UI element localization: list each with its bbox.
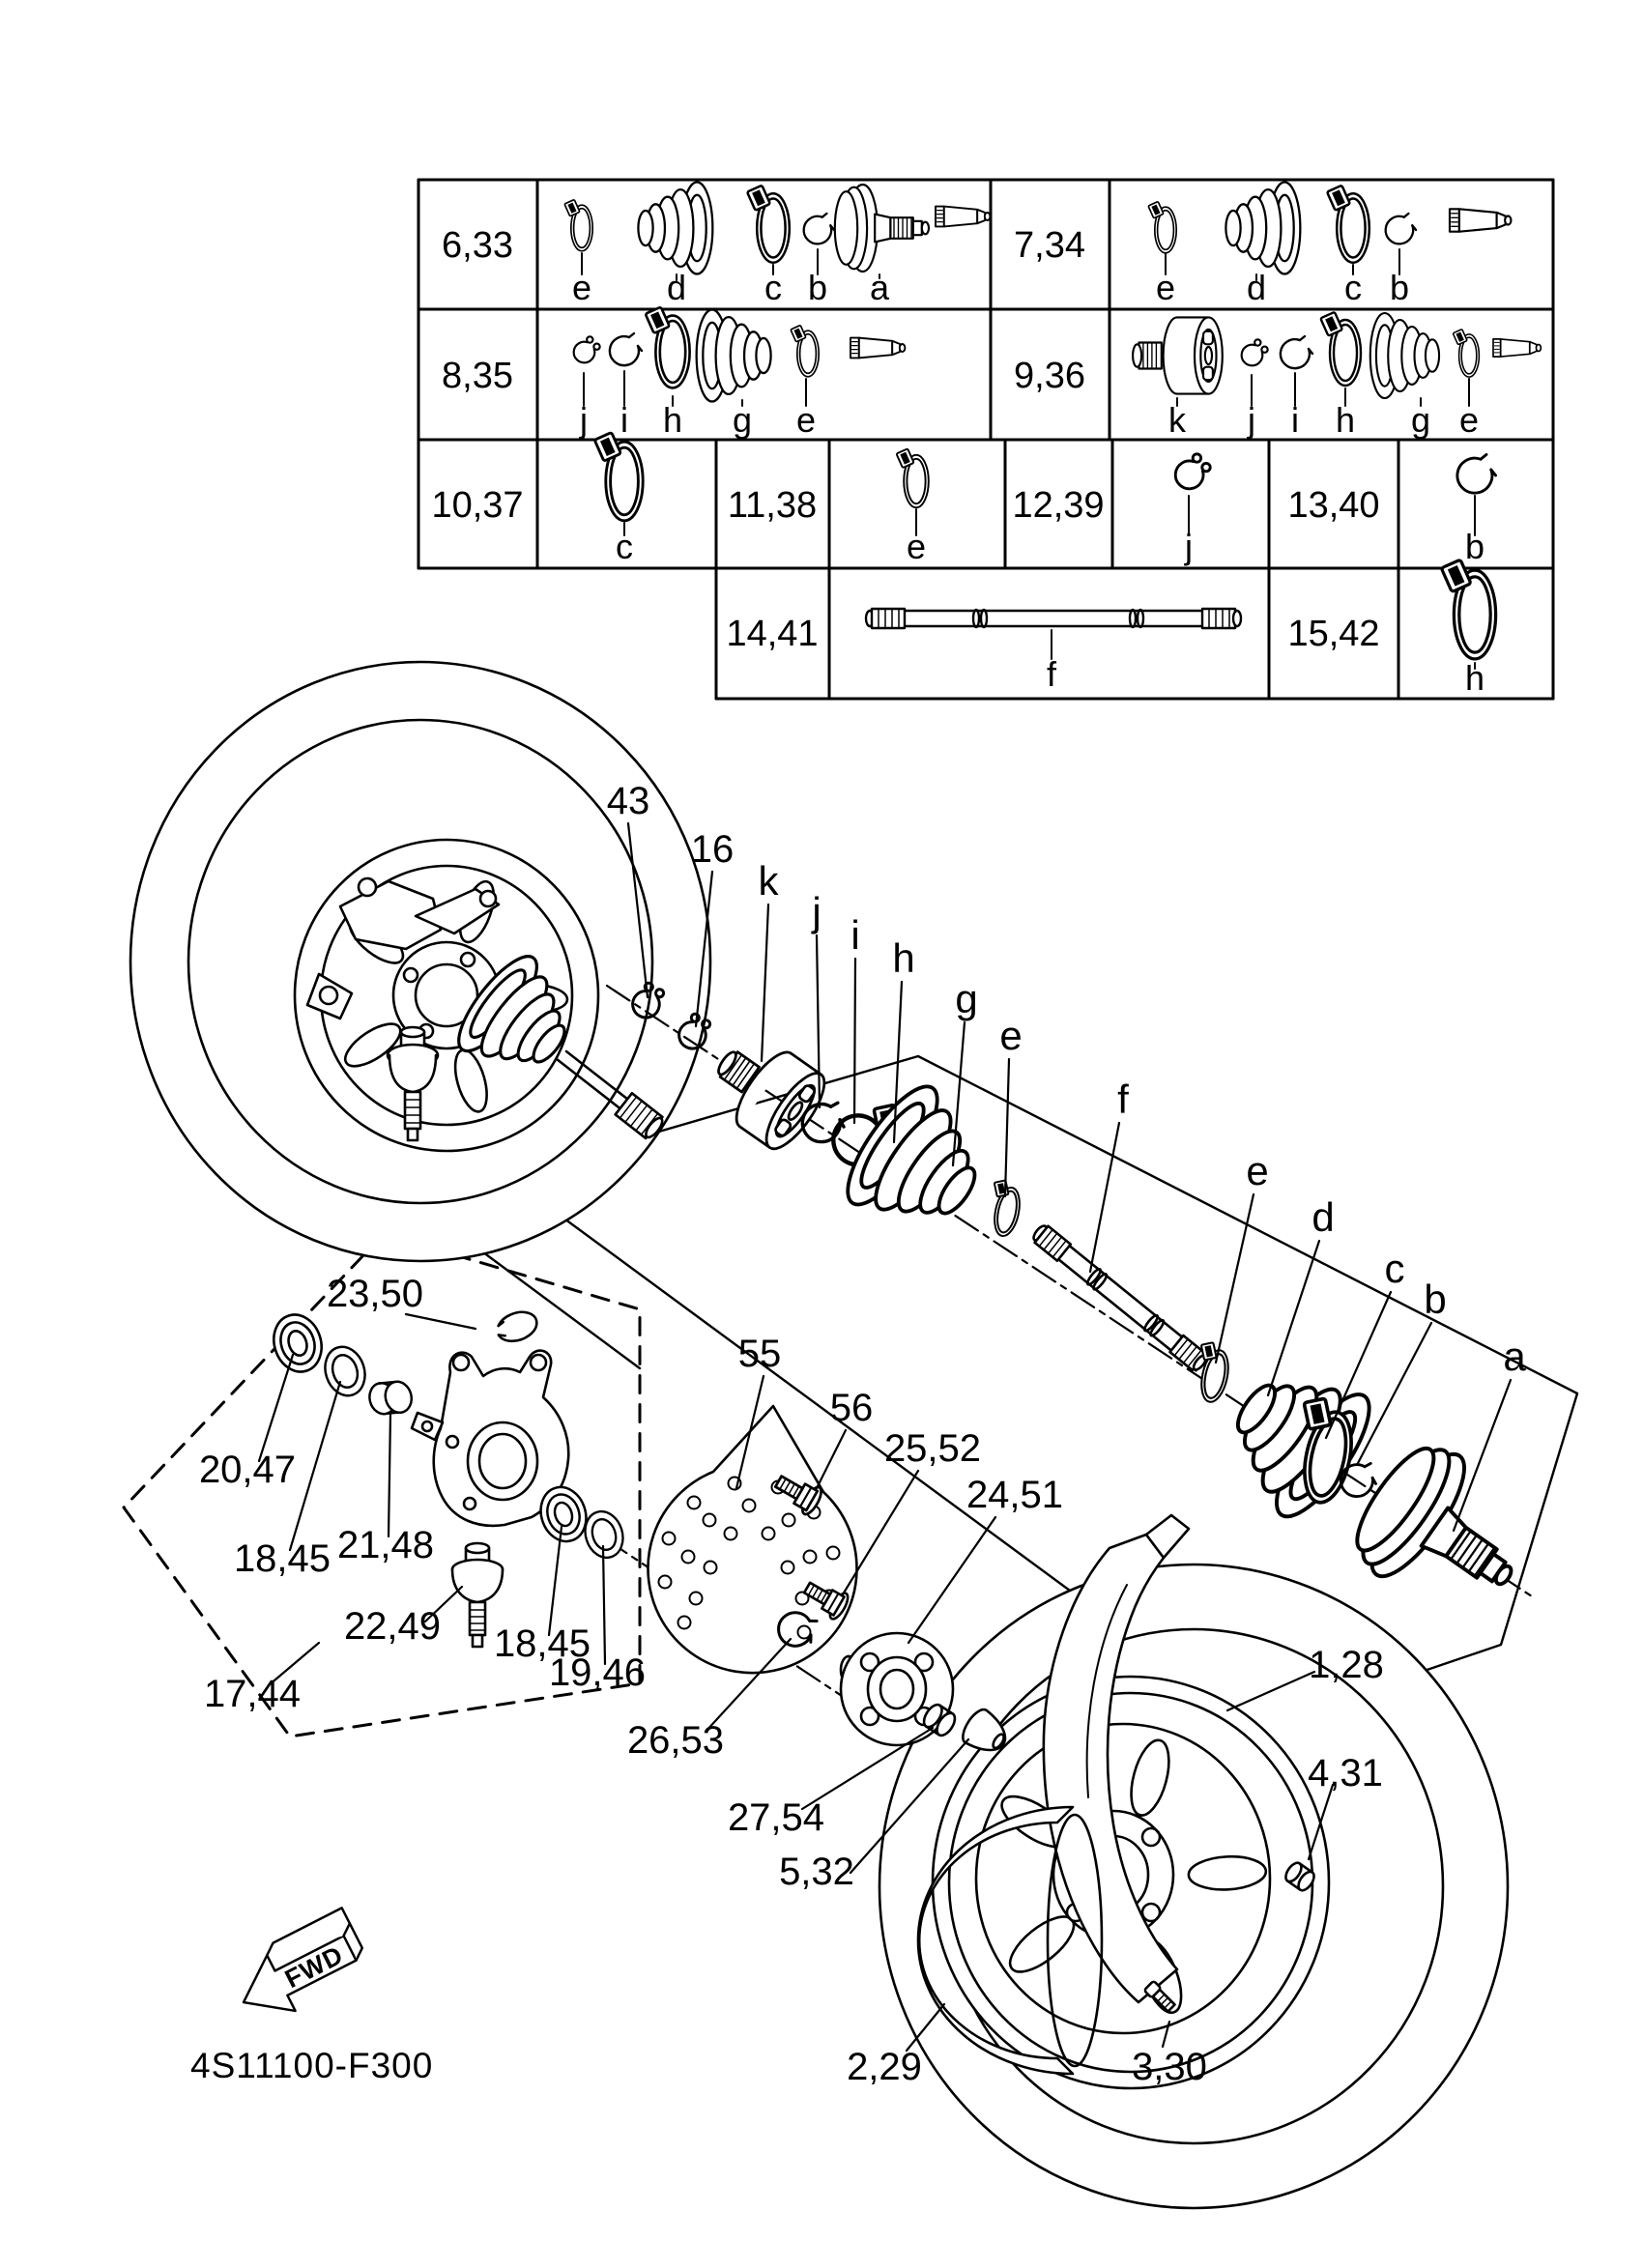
parts-table <box>418 180 1553 699</box>
fwd-arrow-icon <box>225 1908 373 2029</box>
callout: 16 <box>690 828 735 871</box>
inner-cv-boot <box>833 1075 1006 1254</box>
circlip-icon <box>1281 336 1312 368</box>
snap-ring-icon <box>1242 339 1268 365</box>
callout: j <box>812 889 822 934</box>
circlip-icon <box>1457 454 1496 493</box>
brake-disc-guard <box>648 1406 856 1673</box>
boot-band-small-icon <box>791 326 819 377</box>
part-letter: b <box>1389 268 1410 307</box>
boot-band-small-icon <box>564 200 592 251</box>
callout: 24,51 <box>966 1474 1064 1516</box>
boot-band-small-icon <box>1453 330 1479 377</box>
callout: a <box>1503 1334 1526 1379</box>
part-letter: c <box>616 527 633 566</box>
callout: 55 <box>737 1333 782 1375</box>
grease-tube-icon <box>936 207 990 227</box>
part-letter: e <box>571 268 592 307</box>
callout: 22,49 <box>343 1605 442 1648</box>
callout: 17,44 <box>203 1673 302 1715</box>
callout: 18,45 <box>233 1537 331 1580</box>
part-letter: d <box>1246 268 1267 307</box>
table-cell-label: 8,35 <box>442 356 513 396</box>
table-cell-label: 12,39 <box>1012 485 1105 526</box>
axle-shaft <box>1030 1222 1210 1373</box>
part-letter: i <box>620 400 628 440</box>
part-letter: a <box>869 268 890 307</box>
part-letter: h <box>662 400 683 440</box>
snap-ring-icon <box>574 336 600 362</box>
callout: 26,53 <box>626 1719 725 1762</box>
table-cell-label: 6,33 <box>442 225 513 266</box>
part-letter: c <box>764 268 782 307</box>
callout: e <box>1246 1148 1269 1193</box>
front-wheel-exploded <box>879 1565 1508 2208</box>
callout: 19,46 <box>548 1651 647 1694</box>
callout: 25,52 <box>883 1427 982 1470</box>
part-letter: j <box>1185 527 1193 566</box>
grease-tube-icon <box>850 338 905 359</box>
boot-band-e <box>984 1178 1024 1238</box>
part-letter: j <box>580 400 588 440</box>
callout: i <box>850 912 860 958</box>
diagram-code: 4S11100-F300 <box>190 2046 434 2085</box>
callout: 1,28 <box>1309 1644 1384 1686</box>
part-letter: e <box>795 400 817 440</box>
part-letter: k <box>1168 400 1186 440</box>
part-letter: i <box>1291 400 1299 440</box>
boot-band-large-icon <box>1441 560 1495 659</box>
cv-boot-icon <box>638 183 712 274</box>
circlip-23-50 <box>494 1306 541 1346</box>
snap-ring-icon <box>1175 454 1210 489</box>
part-letter: h <box>1464 658 1485 698</box>
axle-shaft-icon <box>866 609 1241 628</box>
callout: 3,30 <box>1132 2046 1207 2088</box>
table-cell-label: 7,34 <box>1014 225 1085 266</box>
circlip-icon <box>1386 214 1416 244</box>
callout: c <box>1384 1246 1405 1291</box>
part-letter: b <box>1464 527 1485 566</box>
boot-band-large-icon <box>646 307 690 388</box>
callout: 20,47 <box>198 1449 297 1491</box>
outer-cv-boot <box>1205 1343 1385 1530</box>
callout: f <box>1117 1077 1129 1122</box>
callout: 56 <box>829 1387 874 1429</box>
callout: 2,29 <box>847 2046 922 2088</box>
outer-cv-joint-icon <box>835 185 929 272</box>
part-letter: g <box>732 400 753 440</box>
outer-cv-joint <box>1339 1429 1550 1638</box>
boot-band-large-icon <box>594 432 643 520</box>
front-wheel-assembled <box>130 662 710 1261</box>
oil-seal-18-45 <box>319 1341 371 1400</box>
boot-band-large-icon <box>747 186 790 263</box>
boot-band-small-icon <box>1148 202 1176 253</box>
callout: k <box>758 858 779 904</box>
part-letter: d <box>666 268 687 307</box>
part-letter: g <box>1410 400 1431 440</box>
callout: d <box>1312 1194 1335 1240</box>
wheel-bearing-20-47 <box>267 1308 329 1378</box>
circlip-icon <box>804 214 834 244</box>
circlip-icon <box>610 333 642 365</box>
grease-tube-icon <box>1493 339 1541 357</box>
part-letter: e <box>1155 268 1176 307</box>
callout: 18,45 <box>493 1622 591 1665</box>
cv-boot-icon <box>1370 313 1439 398</box>
table-cell-label: 14,41 <box>726 614 819 654</box>
part-letter: j <box>1248 400 1255 440</box>
grease-tube-icon <box>1450 209 1511 231</box>
table-cell-label: 10,37 <box>431 485 524 526</box>
callout: 43 <box>606 780 650 822</box>
callout: 21,48 <box>336 1524 435 1566</box>
steering-knuckle-kit <box>267 1306 629 1647</box>
part-letter: e <box>906 527 927 566</box>
part-letter: f <box>1046 654 1057 694</box>
table-cell-label: 9,36 <box>1014 356 1085 396</box>
callout: 5,32 <box>779 1851 854 1893</box>
part-letter: e <box>1458 400 1480 440</box>
callout: 27,54 <box>727 1796 825 1839</box>
boot-band-small-icon <box>896 448 928 507</box>
table-cell-label: 15,42 <box>1287 614 1380 654</box>
boot-band-large-icon <box>1320 312 1361 386</box>
part-letter: h <box>1335 400 1356 440</box>
table-cell-label: 11,38 <box>727 485 818 526</box>
callout: 23,50 <box>326 1273 424 1315</box>
callout: g <box>955 976 978 1021</box>
callout: 4,31 <box>1308 1752 1383 1794</box>
table-cell-label: 13,40 <box>1287 485 1380 526</box>
part-letter: c <box>1344 268 1362 307</box>
callout: h <box>892 935 915 981</box>
fwd-label: FWD <box>279 1939 349 1995</box>
cv-boot-icon <box>1225 183 1300 274</box>
cv-boot-icon <box>697 310 771 402</box>
boot-band-large-icon <box>1327 186 1369 263</box>
inner-cv-joint-icon <box>1133 317 1223 393</box>
part-letter: b <box>807 268 828 307</box>
callout: e <box>999 1013 1023 1058</box>
callout: b <box>1424 1277 1447 1322</box>
